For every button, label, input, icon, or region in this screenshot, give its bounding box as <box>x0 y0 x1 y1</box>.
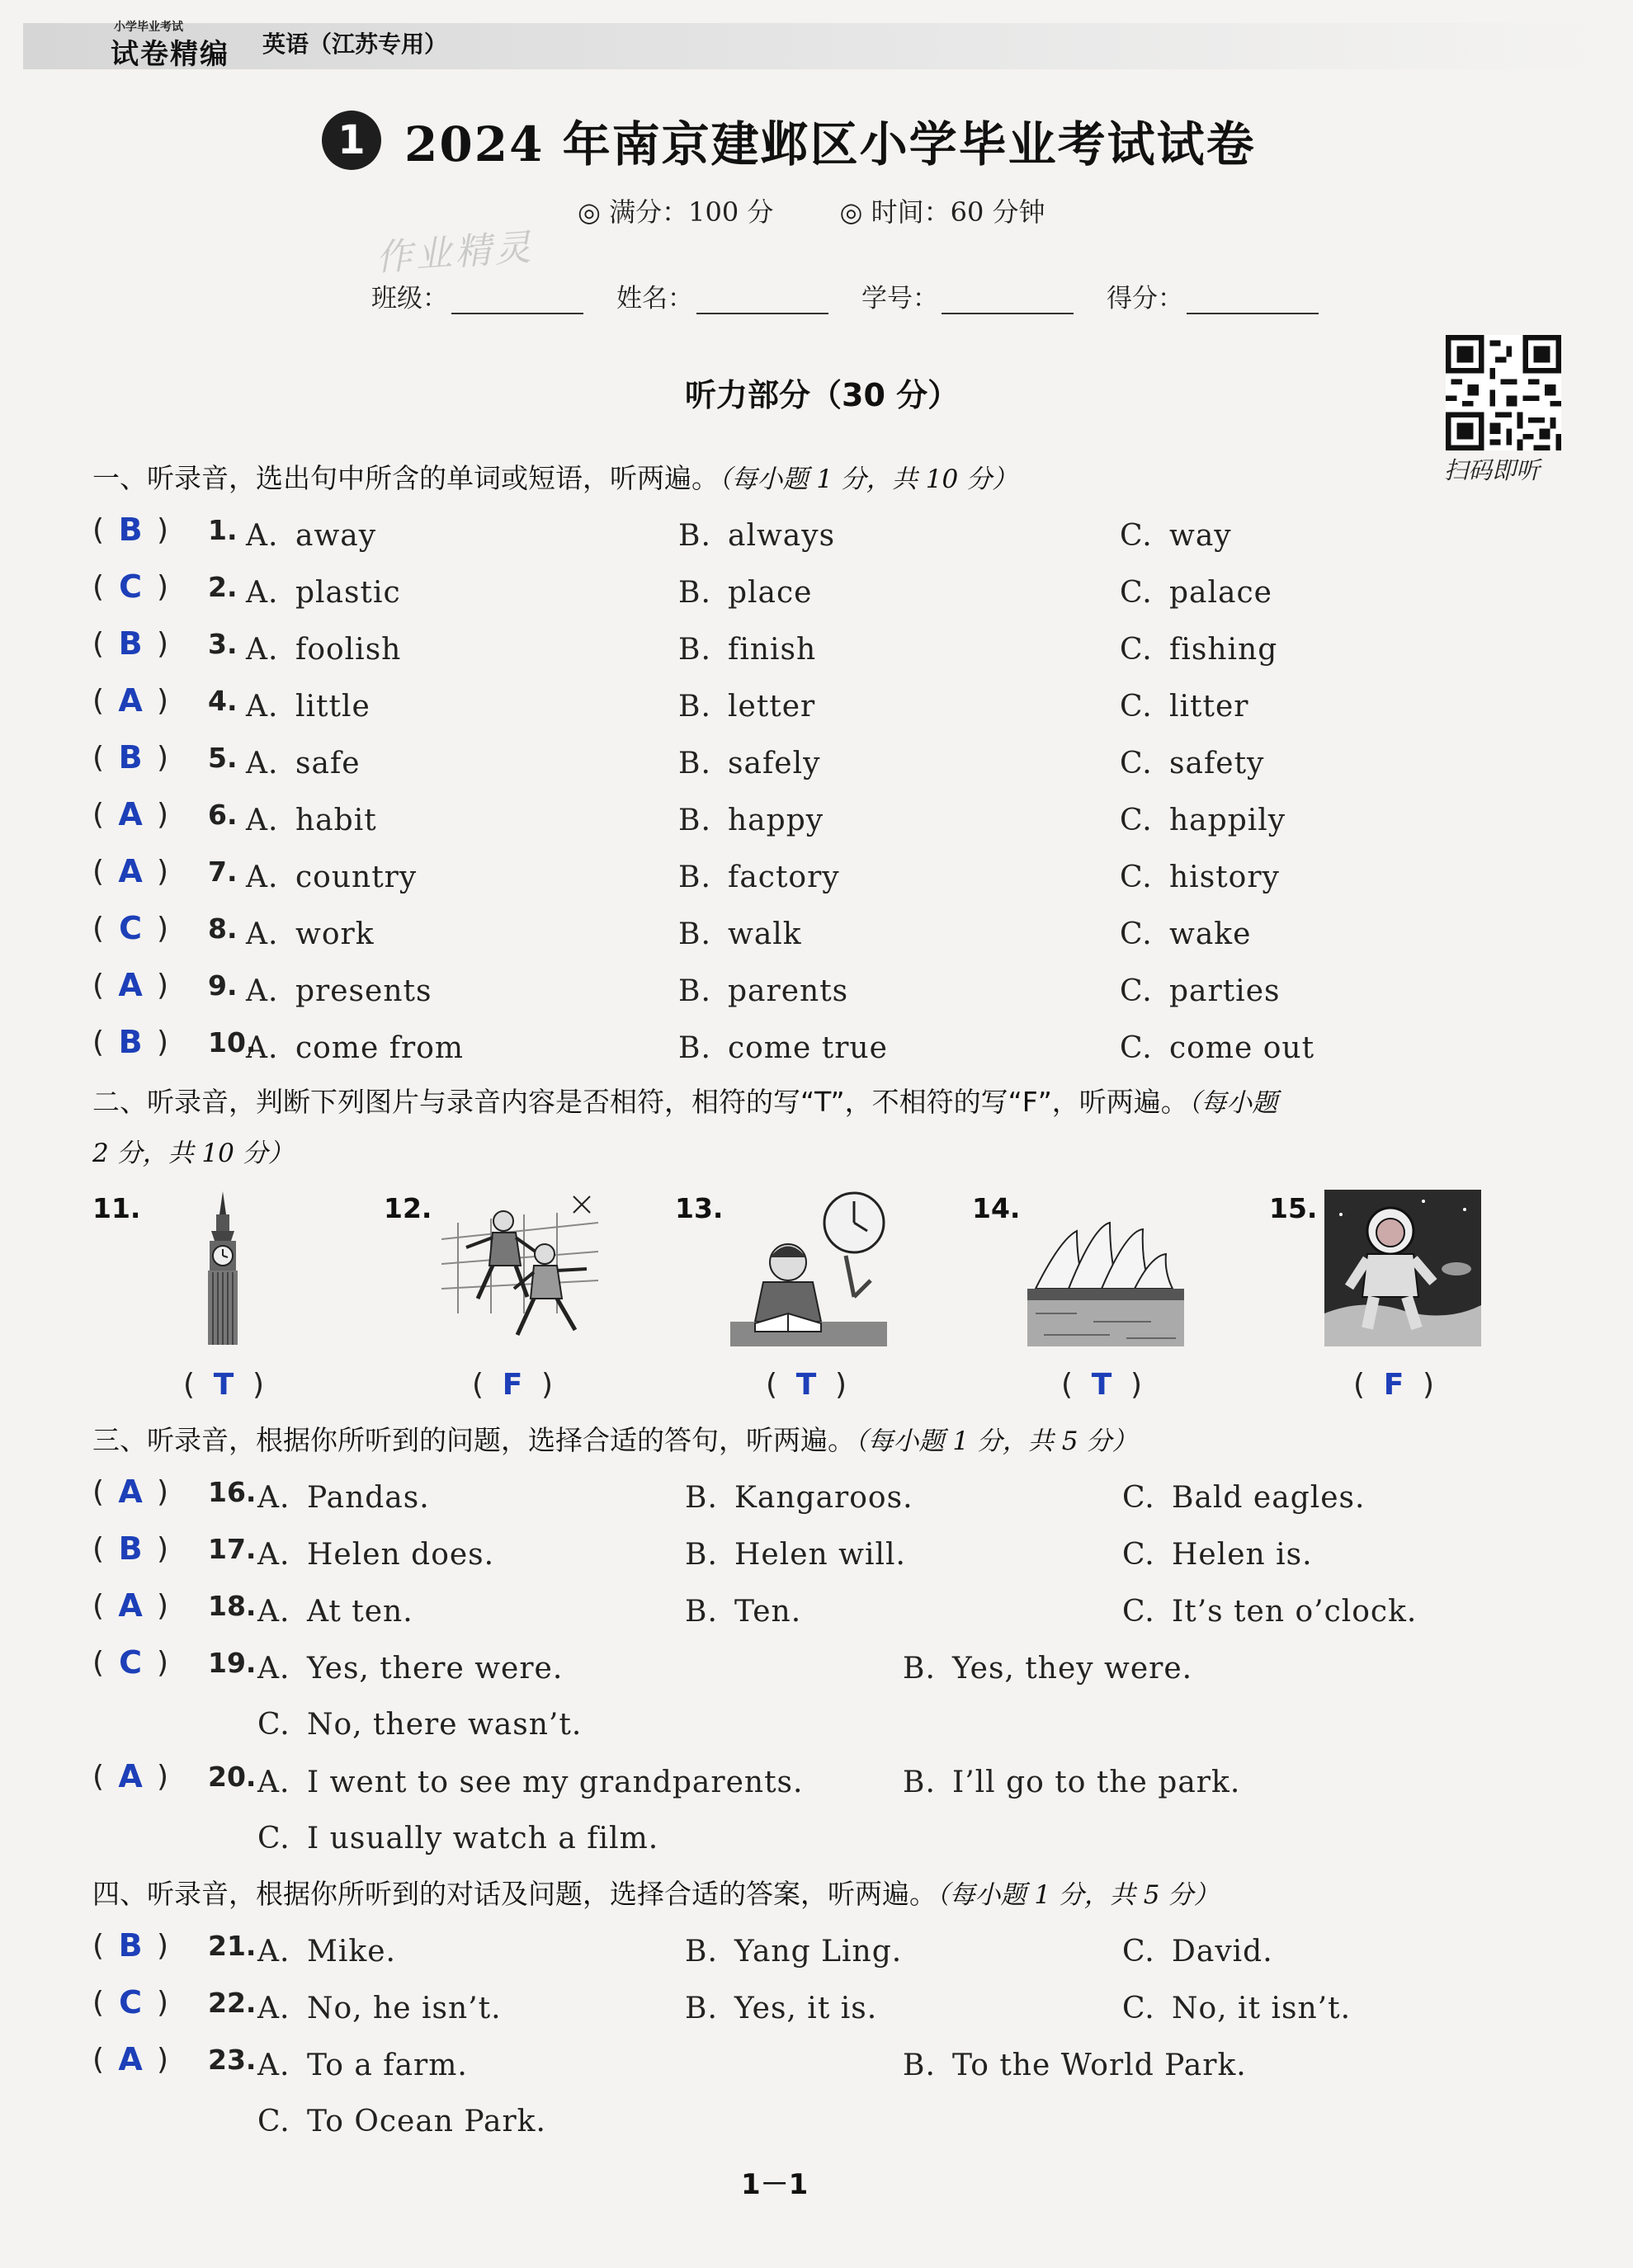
answer-value: C <box>119 568 142 605</box>
big-ben-icon <box>196 1190 249 1346</box>
question-number: 23. <box>208 2043 257 2076</box>
answer-bracket[interactable]: ( B ) <box>92 512 169 548</box>
picture-13-answer: ( T ) <box>766 1368 847 1402</box>
option-c: C. David. <box>1122 1935 1273 1969</box>
option-b: B. Yes, it is. <box>685 1992 878 2025</box>
option-c: C. Bald eagles. <box>1122 1481 1366 1515</box>
option-b: B. factory <box>678 861 840 894</box>
score-field[interactable]: 得分： <box>1107 277 1319 314</box>
option-c: C. To Ocean Park. <box>257 2105 546 2138</box>
answer-bracket[interactable]: ( C ) <box>92 910 169 946</box>
option-c: C. No, it isn’t. <box>1122 1992 1352 2025</box>
option-c: C. Helen is. <box>1122 1538 1313 1572</box>
option-a: A. No, he isn’t. <box>257 1992 502 2025</box>
full-score: ◎ 满分：100 分 <box>578 196 774 228</box>
option-c: C. No, there wasn’t. <box>257 1708 583 1742</box>
watermark: 作业精灵 <box>374 226 536 280</box>
question-row <box>92 2041 1545 2138</box>
option-c: C. parties <box>1120 974 1281 1008</box>
answer-bracket[interactable]: ( B ) <box>92 1024 169 1060</box>
answer-value: C <box>119 1984 142 2020</box>
page-number: 1－1 <box>741 2168 809 2201</box>
paper-number-badge: 1 <box>322 111 381 170</box>
option-a: A. safe <box>246 747 361 780</box>
picture-15-answer: ( F ) <box>1353 1368 1435 1402</box>
answer-bracket[interactable]: ( A ) <box>92 796 169 832</box>
boy-reading-clock-icon <box>730 1190 887 1346</box>
question-row <box>92 853 1545 894</box>
answer-bracket[interactable]: ( A ) <box>92 682 169 719</box>
answer-bracket[interactable]: ( B ) <box>92 625 169 662</box>
subject-label: 英语（江苏专用） <box>262 31 448 58</box>
option-c: C. litter <box>1120 690 1249 724</box>
class-field[interactable]: 班级： <box>371 277 583 314</box>
answer-bracket[interactable]: ( A ) <box>92 1587 169 1624</box>
option-c: C. fishing <box>1120 633 1278 667</box>
question-number: 19. <box>208 1646 257 1679</box>
question-row <box>92 1984 1545 2025</box>
option-a: A. Pandas. <box>257 1481 430 1515</box>
option-a: A. country <box>246 861 418 894</box>
question-row <box>92 1473 1545 1515</box>
answer-bracket[interactable]: ( B ) <box>92 1530 169 1567</box>
option-a: A. Helen does. <box>257 1538 495 1572</box>
option-b: B. I’ll go to the park. <box>903 1766 1241 1799</box>
option-b: B. Ten. <box>685 1595 802 1629</box>
student-info-fields <box>371 277 1352 314</box>
name-field[interactable]: 姓名： <box>616 277 828 314</box>
question-row <box>92 1530 1545 1572</box>
option-c: C. palace <box>1120 576 1272 610</box>
option-a: A. habit <box>246 804 377 837</box>
question-number: 2. <box>208 570 238 603</box>
question-number: 16. <box>208 1475 257 1508</box>
answer-value: A <box>118 1587 143 1624</box>
option-b: B. letter <box>678 690 816 724</box>
picture-11-label: 11. <box>92 1192 141 1224</box>
option-a: A. away <box>246 519 377 553</box>
answer-value: A <box>118 967 143 1003</box>
option-b: B. Yes, they were. <box>903 1652 1193 1686</box>
answer-value: A <box>118 853 143 889</box>
answer-bracket[interactable]: ( C ) <box>92 1984 169 2020</box>
option-a: A. little <box>246 690 370 724</box>
answer-value: C <box>119 910 142 946</box>
part3-instruction: 三、听录音，根据你所听到的问题，选择合适的答句，听两遍。（每小题 1 分，共 5 分） <box>92 1424 1138 1456</box>
option-a: A. work <box>246 917 375 951</box>
option-c: C. safety <box>1120 747 1265 780</box>
option-b: B. come true <box>678 1031 888 1065</box>
answer-value: A <box>118 2041 143 2077</box>
answer-bracket[interactable]: ( B ) <box>92 1927 169 1964</box>
answer-value: A <box>118 1473 143 1510</box>
exam-meta <box>578 191 1103 229</box>
option-c: C. come out <box>1120 1031 1315 1065</box>
answer-value: B <box>118 625 143 662</box>
exam-title: 2024 年南京建邺区小学毕业考试试卷 <box>404 116 1256 172</box>
answer-value: A <box>118 1758 143 1794</box>
question-row <box>92 739 1545 780</box>
option-a: A. foolish <box>246 633 402 667</box>
header-band <box>23 23 1599 69</box>
option-c: C. happily <box>1120 804 1286 837</box>
option-a: A. come from <box>246 1031 465 1065</box>
option-b: B. Helen will. <box>685 1538 906 1572</box>
student-id-field[interactable]: 学号： <box>861 277 1074 314</box>
answer-bracket[interactable]: ( A ) <box>92 967 169 1003</box>
answer-bracket[interactable]: ( C ) <box>92 1644 169 1681</box>
answer-value: A <box>118 682 143 719</box>
question-row <box>92 568 1545 610</box>
answer-value: B <box>118 512 143 548</box>
picture-14-answer: ( T ) <box>1061 1368 1143 1402</box>
picture-15-label: 15. <box>1269 1192 1318 1224</box>
answer-bracket[interactable]: ( A ) <box>92 853 169 889</box>
question-number: 9. <box>208 969 238 1002</box>
option-b: B. safely <box>678 747 821 780</box>
question-row <box>92 1758 1545 1855</box>
picture-12-answer: ( F ) <box>472 1368 554 1402</box>
option-b: B. Kangaroos. <box>685 1481 913 1515</box>
option-b: B. place <box>678 576 813 610</box>
part4-instruction: 四、听录音，根据你所听到的对话及问题，选择合适的答案，听两遍。（每小题 1 分，共 5 分） <box>92 1878 1220 1910</box>
option-a: A. Yes, there were. <box>257 1652 564 1686</box>
option-b: B. To the World Park. <box>903 2049 1247 2082</box>
question-number: 7. <box>208 855 238 888</box>
exam-time: ◎ 时间：60 分钟 <box>839 196 1045 228</box>
option-c: C. history <box>1120 861 1280 894</box>
answer-value: C <box>119 1644 142 1681</box>
question-number: 3. <box>208 627 238 660</box>
astronaut-moon-icon <box>1324 1190 1481 1346</box>
question-number: 6. <box>208 798 238 831</box>
question-row <box>92 796 1545 837</box>
answer-value: B <box>118 1530 143 1567</box>
picture-11-answer: ( T ) <box>183 1368 265 1402</box>
question-number: 17. <box>208 1532 257 1565</box>
question-number: 20. <box>208 1760 257 1793</box>
answer-bracket[interactable]: ( A ) <box>92 1758 169 1794</box>
question-number: 8. <box>208 912 238 945</box>
question-number: 10. <box>208 1026 257 1059</box>
part2-instruction: 二、听录音，判断下列图片与录音内容是否相符，相符的写“T”，不相符的写“F”，听两遍。（每小题 <box>92 1086 1278 1118</box>
question-row <box>92 512 1545 553</box>
option-a: A. To a farm. <box>257 2049 468 2082</box>
answer-bracket[interactable]: ( C ) <box>92 568 169 605</box>
part1-instruction: 一、听录音，选出句中所含的单词或短语，听两遍。（每小题 1 分，共 10 分） <box>92 462 1018 494</box>
answer-value: A <box>118 796 143 832</box>
answer-value: B <box>118 1024 143 1060</box>
question-row <box>92 1587 1545 1629</box>
question-row <box>92 1927 1545 1969</box>
option-a: A. plastic <box>246 576 401 610</box>
question-row <box>92 967 1545 1008</box>
option-b: B. happy <box>678 804 824 837</box>
boys-running-icon <box>441 1190 598 1346</box>
answer-value: B <box>118 1927 143 1964</box>
question-number: 5. <box>208 741 238 774</box>
question-number: 22. <box>208 1986 257 2019</box>
sydney-opera-house-icon <box>1027 1190 1184 1346</box>
question-number: 18. <box>208 1589 257 1622</box>
question-row <box>92 625 1545 667</box>
series-small-label: 小学毕业考试 <box>114 21 183 34</box>
option-a: A. Mike. <box>257 1935 396 1969</box>
question-number: 21. <box>208 1929 257 1962</box>
listening-section-title: 听力部分（30 分） <box>685 377 960 413</box>
picture-14-label: 14. <box>972 1192 1021 1224</box>
option-b: B. always <box>678 519 836 553</box>
question-number: 4. <box>208 684 238 717</box>
part2-instruction-cont: 2 分，共 10 分） <box>92 1139 294 1168</box>
option-a: A. I went to see my grandparents. <box>257 1766 804 1799</box>
option-a: A. presents <box>246 974 432 1008</box>
question-row <box>92 1644 1545 1742</box>
option-a: A. At ten. <box>257 1595 413 1629</box>
option-c: C. way <box>1120 519 1232 553</box>
question-row <box>92 1024 1545 1065</box>
option-b: B. parents <box>678 974 849 1008</box>
option-c: C. It’s ten o’clock. <box>1122 1595 1418 1629</box>
option-c: C. I usually watch a film. <box>257 1822 659 1855</box>
question-row <box>92 682 1545 724</box>
qr-caption: 扫码即听 <box>1444 456 1541 484</box>
answer-bracket[interactable]: ( A ) <box>92 2041 169 2077</box>
picture-13-label: 13. <box>675 1192 724 1224</box>
option-c: C. wake <box>1120 917 1252 951</box>
option-b: B. walk <box>678 917 802 951</box>
picture-12-label: 12. <box>384 1192 432 1224</box>
option-b: B. finish <box>678 633 817 667</box>
answer-bracket[interactable]: ( B ) <box>92 739 169 776</box>
answer-value: B <box>118 739 143 776</box>
series-name: 试卷精编 <box>111 38 229 71</box>
question-row <box>92 910 1545 951</box>
exam-title-block <box>322 106 1256 175</box>
option-b: B. Yang Ling. <box>685 1935 903 1969</box>
question-number: 1. <box>208 513 238 546</box>
qr-code-icon[interactable] <box>1446 335 1561 450</box>
answer-bracket[interactable]: ( A ) <box>92 1473 169 1510</box>
